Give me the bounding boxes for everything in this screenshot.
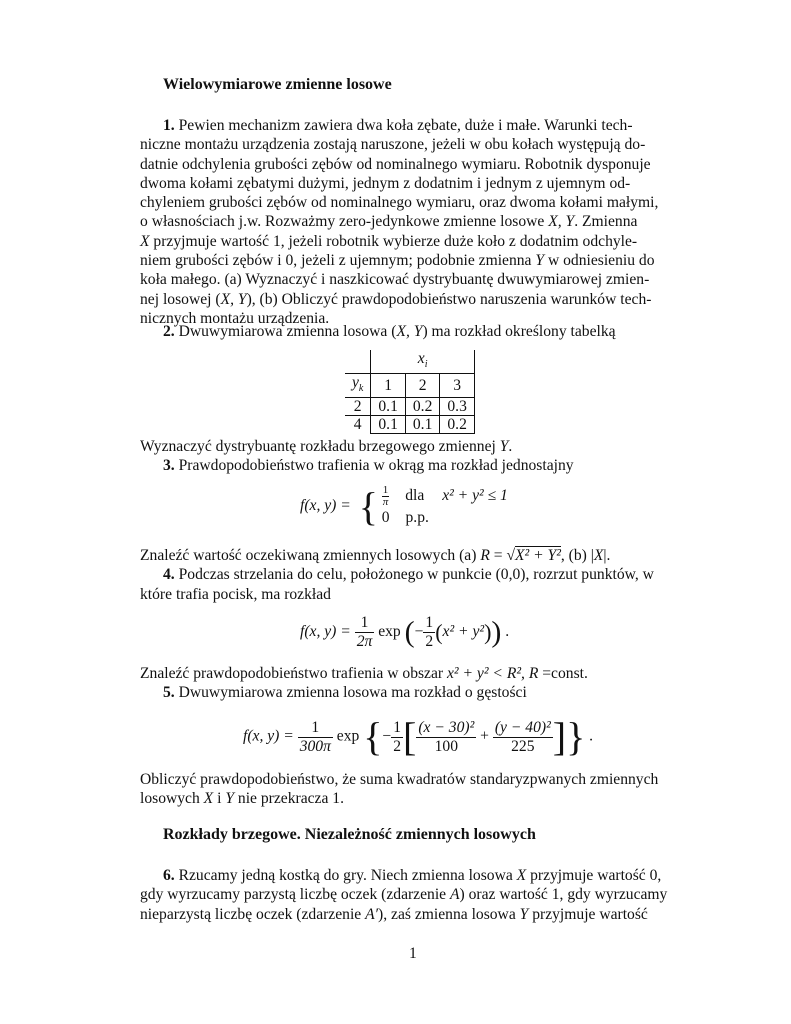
table-cell: 0.2 [405,398,440,416]
table-cell: 0.3 [440,398,475,416]
problem-5-after: Obliczyć prawdopodobieństwo, że suma kwadratów standaryzpwanych zmiennych losowych X i Y nie przekracza 1. [140,771,659,808]
problem-2-after: Wyznaczyć dystrybuantę rozkładu brzegowego zmiennej Y. 3. Prawdopodobieństwo trafienia w okrąg ma rozkład jednostajny [140,438,574,475]
left-brace: { [358,483,378,529]
problem-5-number: 5. [163,684,175,702]
table-y-1: 2 [345,398,371,416]
problem-3-after: Znaleźć wartość oczekiwaną zmiennych losowych (a) R = √X² + Y², (b) |X|. 4. Podczas strzelania do celu, położonego w punkcie (0,0), rozrzut punktów, w które trafia pocisk, ma rozkład [140,547,654,603]
problem-6-number: 6. [163,867,175,884]
table-x-3: 3 [440,374,475,398]
problem-3-number: 3. [163,457,175,475]
problem-2: 2. Dwuwymiarowa zmienna losowa (X, Y) ma rozkład określony tabelką [163,323,616,340]
table-cell: 0.1 [405,416,440,434]
problem-4-number: 4. [163,566,175,584]
problem-1-number: 1. [163,117,175,134]
distribution-table: $x_i$ $y_k$ 1 2 3 2 0.1 0.2 0.3 4 0.1 0.1 0.2 [345,350,475,434]
problem-4-after: Znaleźć prawdopodobieństwo trafienia w obszar x² + y² < R², R =const. 5. Dwuwymiarowa zmienna losowa ma rozkład o gęstości [140,665,588,702]
sqrt-sign: √ [506,547,515,564]
problem-1: 1. Pewien mechanizm zawiera dwa koła zębate, duże i małe. Warunki tech- niczne montażu urządzenia zostają naruszone, jeżeli w obu kołach występują do- datnie odchylenia grubości zębów od nominalnego wymiaru. Robotnik dysponuje dwoma kołami zębatymi dużymi, jednym z dodatnim i jednym z ujemnym od- chyleniem grubości zębów od nominalnego wymiaru, oraz dwoma kołami małymi, o własnościach j.w. Rozważmy zero-jedynkowe zmienne losowe X, Y. Zmienna X przyjmuje wartość 1, jeżeli robotnik wybierze duże koło z dodatnim odchyle- niem grubości zębów i 0, jeżeli z ujemnym; podobnie zmienna Y w odniesieniu do koła małego. (a) Wyznaczyć i naszkicować dystrybuantę dwuwymiarowej zmien- nej losowej (X, Y), (b) Obliczyć prawdopodobieństwo naruszenia warunków tech- nicznych montażu urządzenia. [140,117,659,327]
table-row-header: y [352,374,359,392]
table-cell: 0.1 [371,416,406,434]
table-col-header: x [417,350,425,367]
page-number: 1 [409,945,417,962]
equation-uniform-density: f(x, y) = { $\frac{1}{\pi}$ dla x² + y² ≤ 1 0 p.p. [300,483,508,529]
problem-2-number: 2. [163,323,175,340]
problem-6: 6. Rzucamy jedną kostką do gry. Niech zmienna losowa X przyjmuje wartość 0, gdy wyrzucamy parzystą liczbę oczek (zdarzenie A) oraz wartość 1, gdy wyrzucamy nieparzystą liczbę oczek (zdarzenie A′), zaś zmienna losowa Y przyjmuje wartość [140,867,668,923]
table-cell: 0.1 [371,398,406,416]
equation-normal-density: f(x, y) = $\frac{1}{300\pi}$ exp {− $\frac{1}{2}$ [ $\frac{\text{(x − 30)²}}{100}$ + $\frac{\text{(y − 40)²}}{225}$ ]} . [243,714,594,759]
table-cell: 0.2 [440,416,475,434]
table-x-2: 2 [405,374,440,398]
section-title-marginal: Rozkłady brzegowe. Niezależność zmiennych losowych [163,826,536,843]
table-y-2: 4 [345,416,371,434]
section-title-multidim: Wielowymiarowe zmienne losowe [163,76,392,93]
equation-normal-2d: f(x, y) = $\frac{1}{2\pi}$ exp (− $\frac{1}{2}$ (x² + y²)) . [300,614,510,650]
table-x-1: 1 [371,374,406,398]
